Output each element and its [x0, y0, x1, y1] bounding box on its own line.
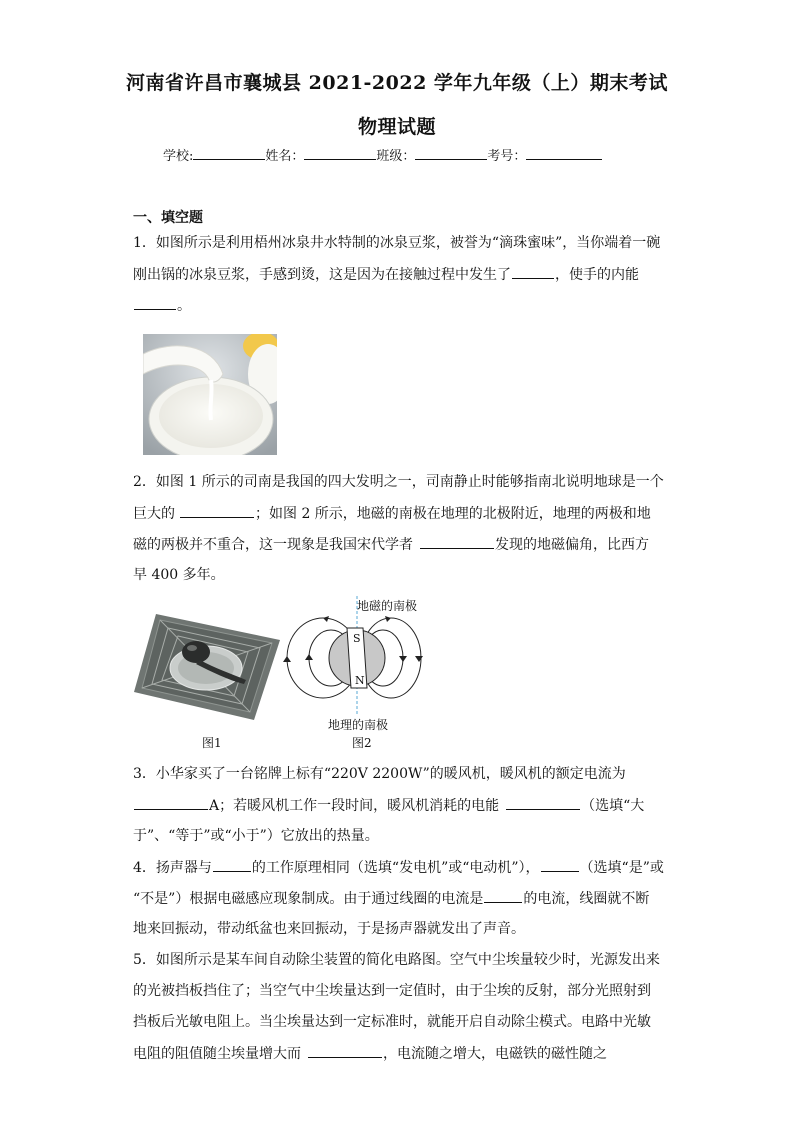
q2-line3 [133, 534, 649, 555]
student-info-row [163, 145, 602, 164]
school-label: 学校: [163, 149, 194, 164]
class-field[interactable] [415, 146, 487, 160]
q3-text-b: （选填“大 [581, 798, 645, 814]
q2-blank-2[interactable] [420, 534, 494, 549]
q4-line3: 地来回振动，带动纸盆也来回振动，于是扬声器就发出了声音。 [133, 921, 525, 937]
q5-line1: 5．如图所示是某车间自动除尘装置的简化电路图。空气中尘埃量较少时，光源发出来 [133, 952, 660, 968]
q4-text-d: “不是”）根据电磁感应现象制成。由于通过线圈的电流是 [133, 891, 484, 907]
q4-blank-1[interactable] [213, 857, 251, 872]
q1-blank-2[interactable] [134, 295, 176, 310]
magnet-n-pole-label: N [355, 674, 365, 687]
q2-text-a: 巨大的 [133, 506, 175, 522]
exam-title: 河南省许昌市襄城县 2021-2022 学年九年级（上）期末考试 [126, 72, 668, 94]
q2-blank-1[interactable] [180, 503, 254, 518]
q3-blank-1[interactable] [134, 795, 208, 810]
q2-line1: 2．如图 1 所示的司南是我国的四大发明之一，司南静止时能够指南北说明地球是一个 [133, 474, 664, 490]
q1-blank-1[interactable] [512, 264, 554, 279]
number-field[interactable] [526, 146, 602, 160]
section-title: 一、填空题 [133, 210, 203, 226]
name-field[interactable] [304, 146, 376, 160]
q4-text-e: 的电流，线圈就不断 [523, 891, 650, 907]
q5-text-a: 电阻的阻值随尘埃量增大而 [133, 1046, 301, 1062]
q1-line1: 1．如图所示是利用梧州冰泉井水特制的冰泉豆浆，被誉为“滴珠蜜味”，当你端着一碗 [133, 235, 661, 251]
q3-line2 [133, 795, 644, 816]
q3-blank-2[interactable] [506, 795, 580, 810]
q4-line2 [133, 888, 649, 909]
number-label: 考号： [487, 149, 527, 164]
q1-line3 [133, 295, 191, 316]
name-label: 姓名： [265, 149, 305, 164]
q3-text-a: A；若暖风机工作一段时间，暖风机消耗的电能 [209, 798, 500, 814]
q4-blank-3[interactable] [484, 888, 522, 903]
q3-line1: 3．小华家买了一台铭牌上标有“220V 2200W”的暖风机，暖风机的额定电流为 [133, 766, 626, 782]
q2-text-c: 磁的两极并不重合，这一现象是我国宋代学者 [133, 537, 413, 553]
magnet-s-pole-label: S [353, 632, 361, 645]
sinan-compass-figure [134, 612, 280, 720]
q2-text-d: 发现的地磁偏角，比西方 [495, 537, 649, 553]
q1-text-a: 刚出锅的冰泉豆浆，手感到烫，这是因为在接触过程中发生了 [133, 267, 511, 283]
q4-blank-2[interactable] [541, 857, 579, 872]
q4-text-a: 4．扬声器与 [133, 860, 212, 876]
q2-text-b: ；如图 2 所示，地磁的南极在地理的北极附近，地理的两极和地 [255, 506, 651, 522]
q4-text-c: （选填“是”或 [579, 860, 664, 876]
school-field[interactable] [193, 146, 265, 160]
q1-text-b: ，使手的内能 [555, 267, 639, 283]
q5-line3: 挡板后光敏电阻上。当尘埃量达到一定标准时，就能开启自动除尘模式。电路中光敏 [133, 1014, 651, 1030]
q2-line4: 早 400 多年。 [133, 567, 225, 583]
q2-line2 [133, 503, 651, 524]
exam-subtitle: 物理试题 [357, 116, 436, 138]
q5-line2: 的光被挡板挡住了；当空气中尘埃量达到一定值时，由于尘埃的反射，部分光照射到 [133, 983, 651, 999]
q5-blank-1[interactable] [308, 1043, 382, 1058]
q5-text-b: ，电流随之增大，电磁铁的磁性随之 [383, 1046, 607, 1062]
q1-line2 [133, 264, 639, 285]
soy-milk-photo [143, 334, 277, 455]
fig1-caption: 图1 [202, 736, 222, 750]
q4-text-b: 的工作原理相同（选填“发电机”或“电动机”）， [251, 860, 540, 876]
q1-text-c: 。 [177, 298, 191, 314]
q3-line3: 于”、“等于”或“小于”）它放出的热量。 [133, 828, 379, 844]
class-label: 班级： [376, 149, 416, 164]
q4-line1 [133, 857, 664, 878]
q5-line4 [133, 1043, 607, 1064]
fig2-top-label: 地磁的南极 [357, 599, 418, 613]
fig2-bottom-label: 地理的南极 [328, 718, 389, 732]
fig2-caption: 图2 [352, 736, 372, 750]
